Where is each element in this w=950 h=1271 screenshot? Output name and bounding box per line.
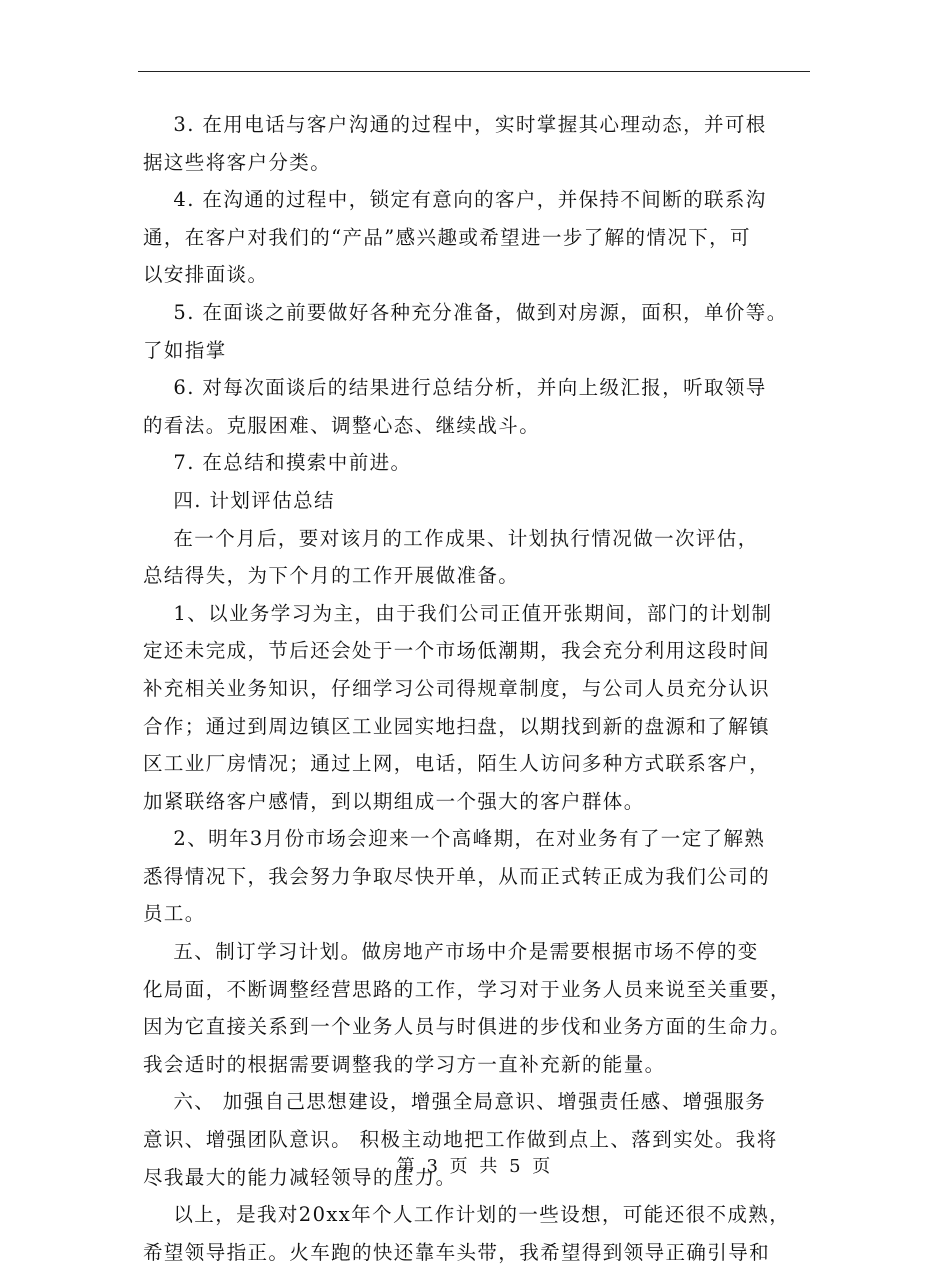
- text-line: 悉得情况下，我会努力争取尽快开单，从而正式转正成为我们公司的: [143, 864, 771, 888]
- text-line: 的看法。克服困难、调整心态、继续战斗。: [143, 413, 541, 437]
- text-line: 7. 在总结和摸索中前进。: [143, 451, 412, 475]
- text-line: 在一个月后，要对该月的工作成果、计划执行情况做一次评估，: [143, 526, 759, 550]
- text-line: 希望领导指正。火车跑的快还靠车头带，我希望得到领导正确引导和: [143, 1240, 771, 1264]
- text-line: 通，在客户对我们的“产品”感兴趣或希望进一步了解的情况下，可: [143, 225, 751, 249]
- text-line: 总结得失，为下个月的工作开展做准备。: [143, 564, 520, 588]
- text-line: 五、制订学习计划。做房地产市场中介是需要根据市场不停的变: [143, 940, 759, 964]
- text-line: 了如指掌: [143, 338, 227, 362]
- text-line: 因为它直接关系到一个业务人员与时俱进的步伐和业务方面的生命力。: [143, 1015, 791, 1039]
- text-line: 5. 在面谈之前要做好各种充分准备，做到对房源，面积，单价等。: [143, 300, 788, 324]
- text-line: 定还未完成，节后还会处于一个市场低潮期，我会充分利用这段时间: [143, 639, 771, 663]
- text-line: 1、以业务学习为主，由于我们公司正值开张期间，部门的计划制: [143, 601, 773, 625]
- document-body: [143, 106, 815, 1271]
- page-number-footer: 第 3 页 共 5 页: [396, 1156, 554, 1177]
- text-line: 员工。: [143, 902, 206, 926]
- text-line: 6. 对每次面谈后的结果进行总结分析，并向上级汇报，听取领导: [143, 376, 767, 400]
- text-line: 合作；通过到周边镇区工业园实地扫盘，以期找到新的盘源和了解镇: [143, 714, 771, 738]
- text-line: 加紧联络客户感情，到以期组成一个强大的客户群体。: [143, 789, 645, 813]
- text-line: 4. 在沟通的过程中，锁定有意向的客户，并保持不间断的联系沟: [143, 188, 767, 212]
- text-line: 我会适时的根据需要调整我的学习方一直补充新的能量。: [143, 1052, 666, 1076]
- section-heading: 四. 计划评估总结: [143, 488, 335, 512]
- text-line: 补充相关业务知识，仔细学习公司得规章制度，与公司人员充分认识: [143, 676, 771, 700]
- text-line: 尽我最大的能力减轻领导的压力。: [143, 1165, 457, 1189]
- text-line: 区工业厂房情况；通过上网，电话，陌生人访问多种方式联系客户，: [143, 752, 771, 776]
- text-line: 以上，是我对20xx年个人工作计划的一些设想，可能还很不成熟，: [143, 1203, 791, 1227]
- header-rule: [138, 71, 810, 72]
- text-line: 化局面，不断调整经营思路的工作，学习对于业务人员来说至关重要，: [143, 977, 791, 1001]
- text-line: 意识、增强团队意识。 积极主动地把工作做到点上、落到实处。我将: [143, 1128, 778, 1152]
- text-line: 据这些将客户分类。: [143, 150, 332, 174]
- text-line: 以安排面谈。: [143, 263, 269, 287]
- text-line: 2、明年3月份市场会迎来一个高峰期，在对业务有了一定了解熟: [143, 827, 766, 851]
- text-line: 3. 在用电话与客户沟通的过程中，实时掌握其心理动态，并可根: [143, 113, 767, 136]
- text-line: 六、 加强自己思想建设，增强全局意识、增强责任感、增强服务: [143, 1090, 767, 1114]
